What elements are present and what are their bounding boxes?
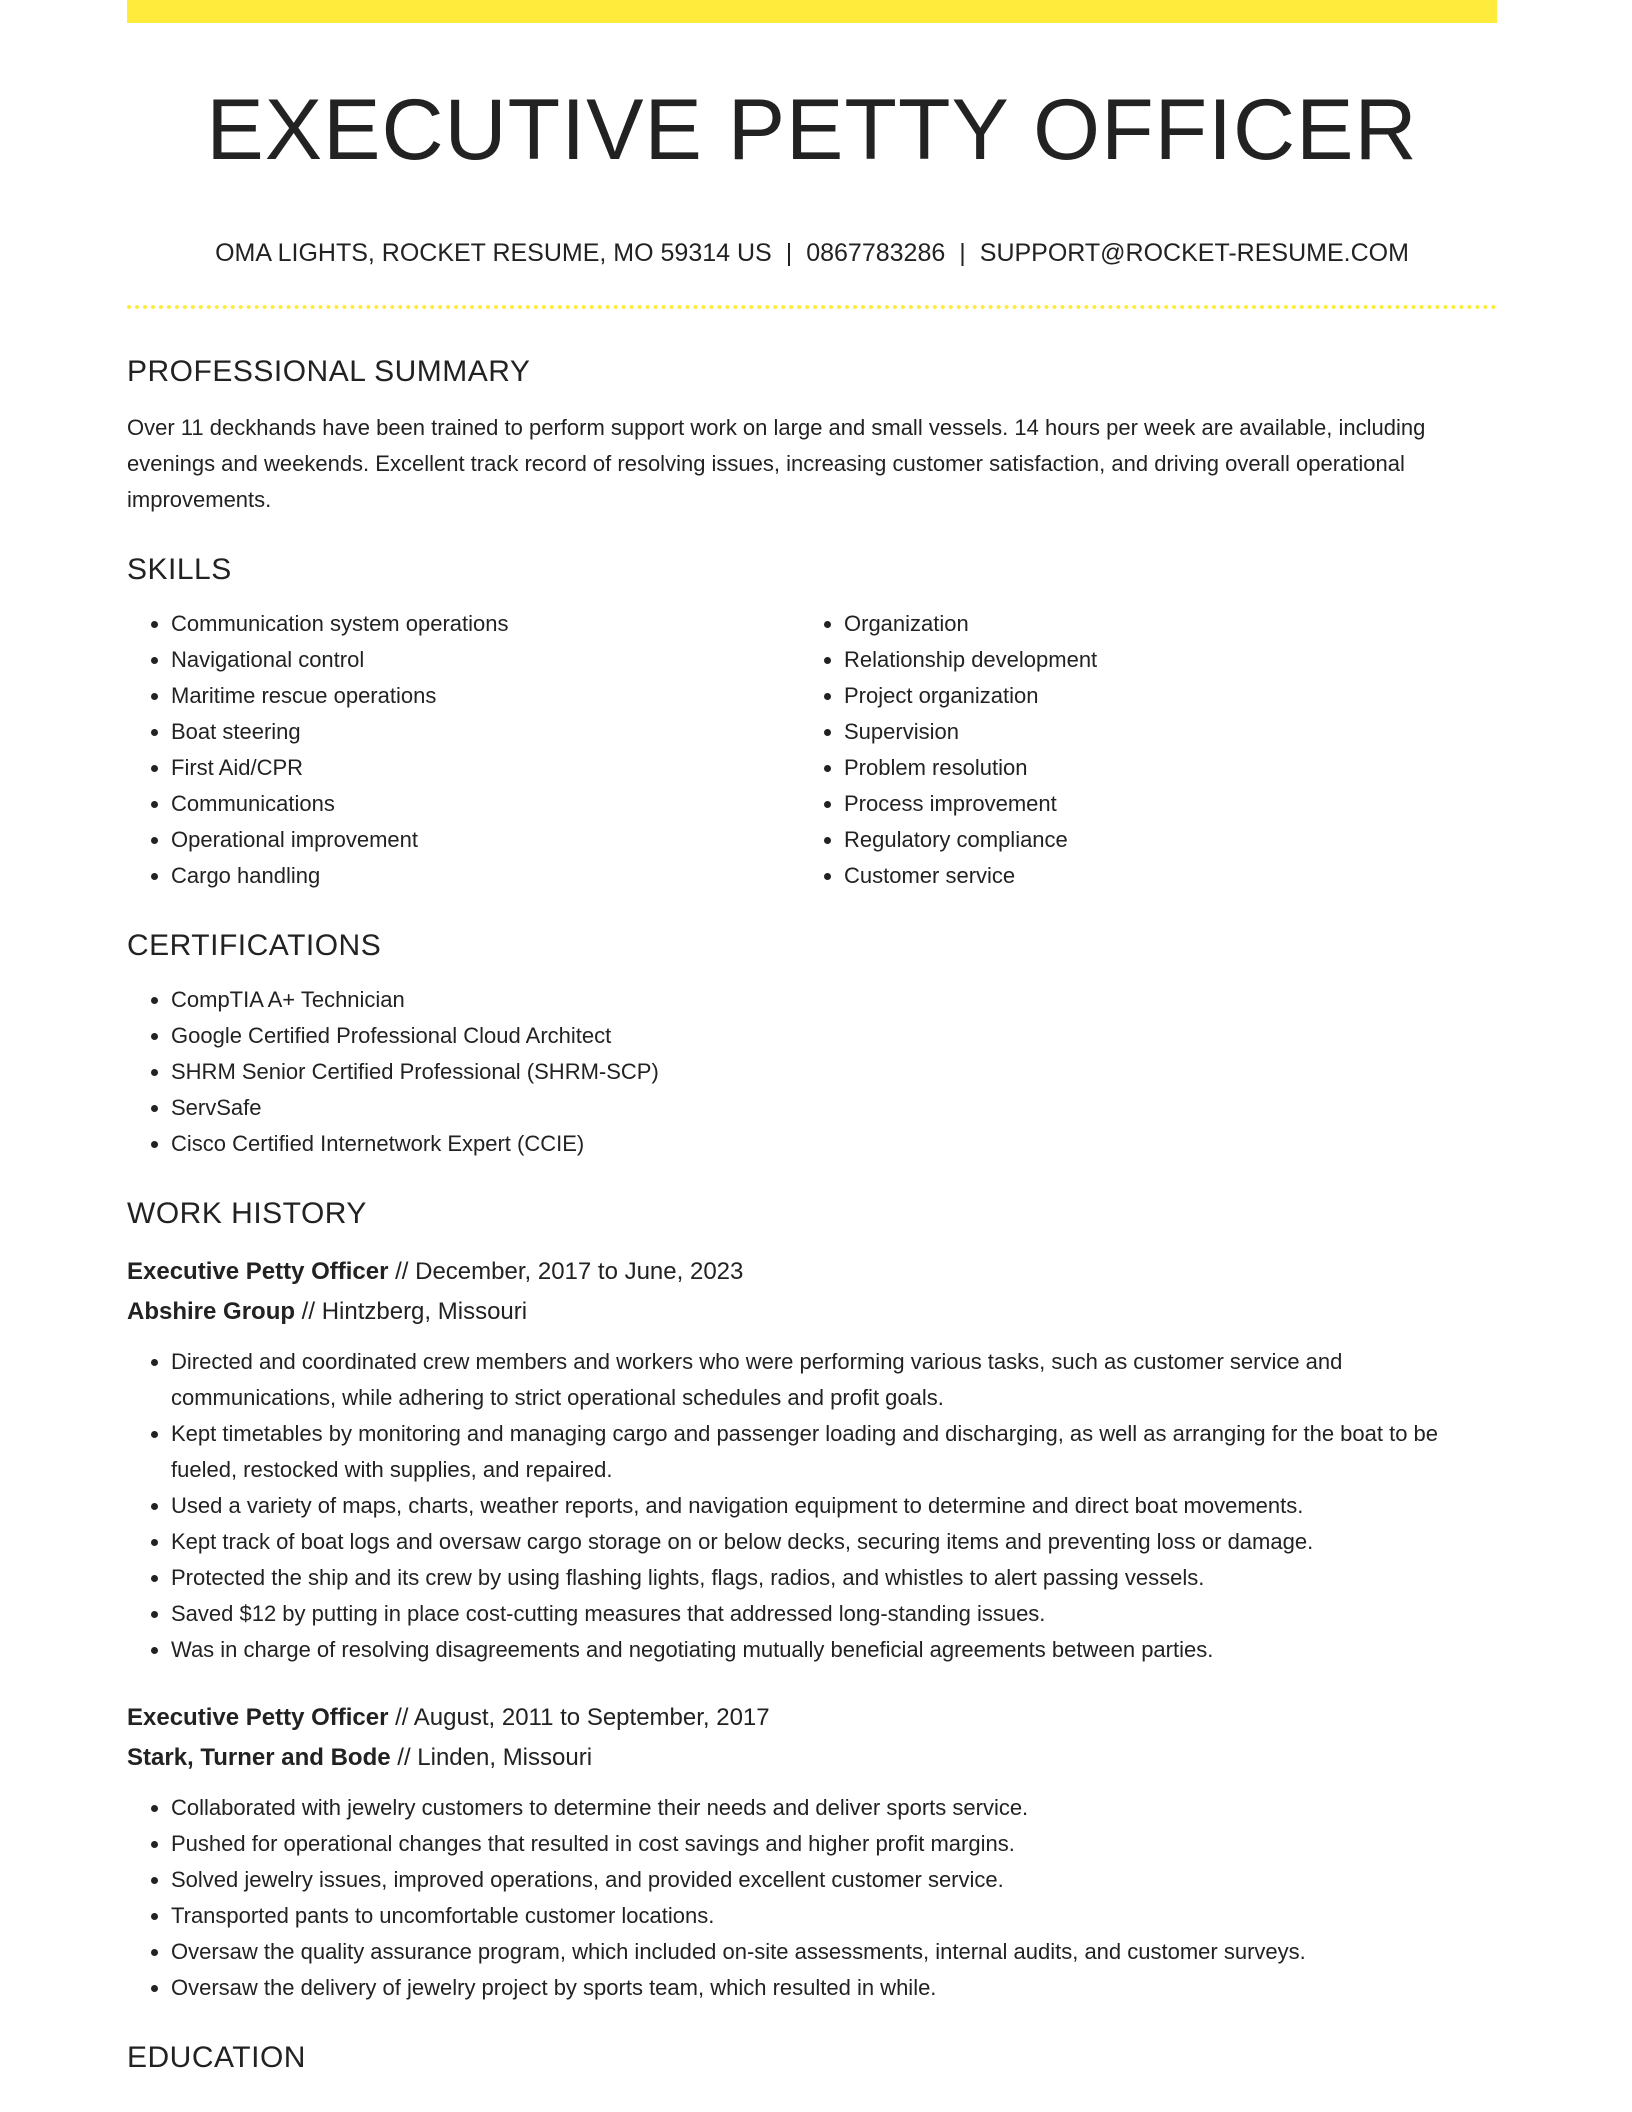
job-dates: // December, 2017 to June, 2023 xyxy=(388,1258,744,1285)
job-title-line xyxy=(127,1698,1497,1738)
job-bullet: • Oversaw the quality assurance program, which included on-site assessments, internal audits, and customer surveys. xyxy=(171,1934,1497,1970)
skill-item: • Regulatory compliance xyxy=(844,822,1473,858)
job-location: // Hintzberg, Missouri xyxy=(295,1298,528,1325)
skill-item: • Process improvement xyxy=(844,786,1473,822)
education-section xyxy=(127,2038,1497,2078)
resume-content xyxy=(127,352,1497,2078)
skill-item: • Problem resolution xyxy=(844,750,1473,786)
job-bullet: • Kept track of boat logs and oversaw cargo storage on or below decks, securing items and preventing loss or damage. xyxy=(171,1524,1497,1560)
contact-address: OMA LIGHTS, ROCKET RESUME, MO 59314 US xyxy=(215,239,772,267)
job-company: Stark, Turner and Bode xyxy=(127,1744,391,1771)
job-company-line xyxy=(127,1292,1497,1332)
job-bullet: • Transported pants to uncomfortable customer locations. xyxy=(171,1898,1497,1934)
job-bullet: • Directed and coordinated crew members and workers who were performing various tasks, such as customer service and communications, while adhering to strict operational schedules and profit goals. xyxy=(171,1344,1497,1416)
job-location: // Linden, Missouri xyxy=(390,1744,593,1771)
skill-item: • Organization xyxy=(844,606,1473,642)
job-company-line xyxy=(127,1738,1497,1778)
job-title: Executive Petty Officer xyxy=(127,1258,389,1285)
dotted-divider xyxy=(127,305,1497,309)
skill-item: • Project organization xyxy=(844,678,1473,714)
summary-section xyxy=(127,352,1497,518)
contact-separator: | xyxy=(959,239,966,267)
skill-item: • Navigational control xyxy=(171,642,800,678)
job-bullet: • Kept timetables by monitoring and managing cargo and passenger loading and discharging, as well as arranging for the boat to be fueled, restocked with supplies, and repaired. xyxy=(171,1416,1497,1488)
job-title-line xyxy=(127,1252,1497,1292)
skill-item: • Cargo handling xyxy=(171,858,800,894)
contact-phone: 0867783286 xyxy=(806,239,946,267)
skills-list-left xyxy=(127,606,800,894)
skill-item: • Boat steering xyxy=(171,714,800,750)
skill-item: • Operational improvement xyxy=(171,822,800,858)
skill-item: • Communication system operations xyxy=(171,606,800,642)
work-history-section xyxy=(127,1194,1497,2006)
resume-name: EXECUTIVE PETTY OFFICER xyxy=(206,82,1418,178)
skills-section xyxy=(127,550,1497,894)
contact-email: SUPPORT@ROCKET-RESUME.COM xyxy=(979,239,1409,267)
job-bullets xyxy=(127,1790,1497,2006)
certifications-section xyxy=(127,926,1497,1162)
job-bullet: • Was in charge of resolving disagreements and negotiating mutually beneficial agreements between parties. xyxy=(171,1632,1497,1668)
job-bullet: • Used a variety of maps, charts, weather reports, and navigation equipment to determine and direct boat movements. xyxy=(171,1488,1497,1524)
skill-item: • Communications xyxy=(171,786,800,822)
summary-heading: PROFESSIONAL SUMMARY xyxy=(127,355,531,388)
skill-item: • Maritime rescue operations xyxy=(171,678,800,714)
job-dates: // August, 2011 to September, 2017 xyxy=(388,1704,770,1731)
certification-item: • CompTIA A+ Technician xyxy=(171,982,1497,1018)
certification-item: • ServSafe xyxy=(171,1090,1497,1126)
certification-item: • Google Certified Professional Cloud Architect xyxy=(171,1018,1497,1054)
certifications-list xyxy=(127,982,1497,1162)
job-bullet: • Saved $12 by putting in place cost-cutting measures that addressed long-standing issues. xyxy=(171,1596,1497,1632)
work-history-heading: WORK HISTORY xyxy=(127,1197,367,1230)
certification-item: • SHRM Senior Certified Professional (SHRM-SCP) xyxy=(171,1054,1497,1090)
skill-item: • First Aid/CPR xyxy=(171,750,800,786)
skill-item: • Customer service xyxy=(844,858,1473,894)
job-entry xyxy=(127,1698,1497,2006)
job-bullet: • Oversaw the delivery of jewelry project by sports team, which resulted in while. xyxy=(171,1970,1497,2006)
job-bullet: • Pushed for operational changes that resulted in cost savings and higher profit margins. xyxy=(171,1826,1497,1862)
job-title: Executive Petty Officer xyxy=(127,1704,389,1731)
skills-list-right xyxy=(800,606,1473,894)
skills-columns xyxy=(127,590,1497,894)
skills-heading: SKILLS xyxy=(127,553,232,586)
job-bullet: • Collaborated with jewelry customers to determine their needs and deliver sports service. xyxy=(171,1790,1497,1826)
skill-item: • Supervision xyxy=(844,714,1473,750)
accent-bar xyxy=(127,0,1497,23)
job-bullet: • Solved jewelry issues, improved operations, and provided excellent customer service. xyxy=(171,1862,1497,1898)
certifications-heading: CERTIFICATIONS xyxy=(127,929,382,962)
job-entry xyxy=(127,1252,1497,1668)
education-heading: EDUCATION xyxy=(127,2041,306,2074)
certification-item: • Cisco Certified Internetwork Expert (CCIE) xyxy=(171,1126,1497,1162)
summary-text: Over 11 deckhands have been trained to perform support work on large and small vessels. 14 hours per week are available, including evenings and weekends. Excellent track record of resolving issues, increasing customer satisfaction, and driving overall operational improvements. xyxy=(127,415,1426,512)
job-company: Abshire Group xyxy=(127,1298,296,1325)
skill-item: • Relationship development xyxy=(844,642,1473,678)
contact-separator: | xyxy=(785,239,793,267)
job-bullet: • Protected the ship and its crew by using flashing lights, flags, radios, and whistles to alert passing vessels. xyxy=(171,1560,1497,1596)
job-bullets xyxy=(127,1344,1497,1668)
contact-line xyxy=(127,236,1497,270)
